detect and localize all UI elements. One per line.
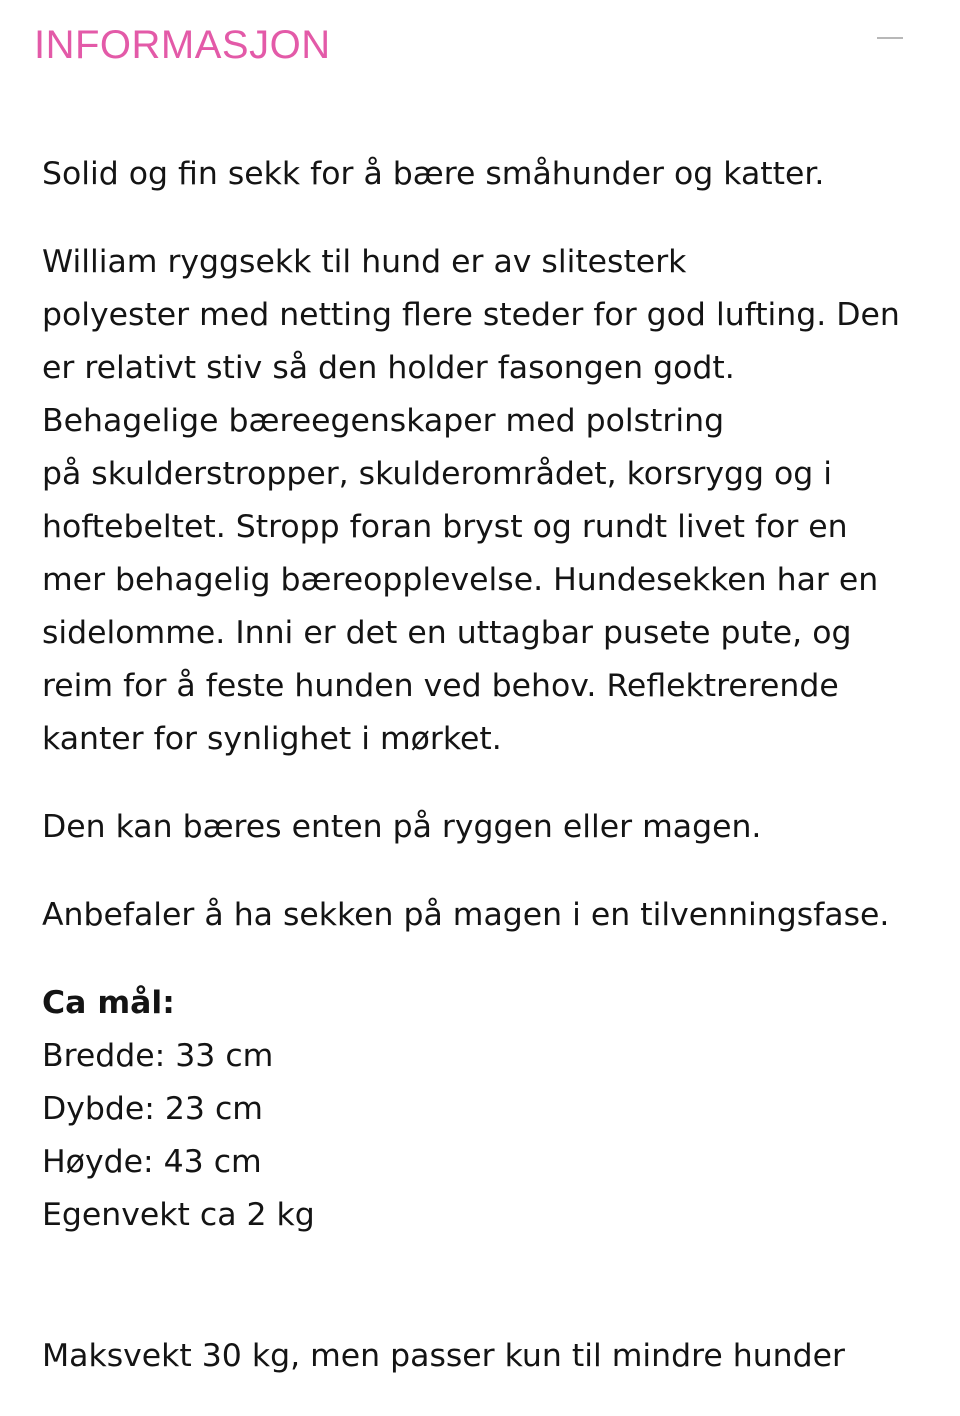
description-line: reim for å feste hunden ved behov. Reflektrerende — [42, 668, 839, 704]
description-paragraph — [42, 236, 942, 766]
carry-text: Den kan bæres enten på ryggen eller magen. — [42, 809, 762, 845]
description-line: er relativt stiv så den holder fasongen godt. — [42, 350, 735, 386]
dimension-item: Bredde: 33 cm — [42, 1038, 274, 1074]
description-line: hoftebeltet. Stropp foran bryst og rundt livet for en — [42, 509, 848, 545]
description-line: kanter for synlighet i mørket. — [42, 721, 502, 757]
description-line: sidelomme. Inni er det en uttagbar pusete pute, og — [42, 615, 852, 651]
section-title: INFORMASJON — [34, 23, 331, 67]
dimensions-block — [42, 977, 942, 1242]
description-line: mer behagelig bæreopplevelse. Hundesekken har en — [42, 562, 879, 598]
description-line: William ryggsekk til hund er av slitesterk — [42, 244, 687, 280]
max-weight-text: Maksvekt 30 kg, men passer kun til mindre hunder — [42, 1338, 845, 1374]
description-line: på skulderstropper, skulderområdet, korsrygg og i — [42, 456, 833, 492]
dimension-item: Egenvekt ca 2 kg — [42, 1197, 315, 1233]
dimensions-heading: Ca mål: — [42, 985, 175, 1021]
description-line: polyester med netting flere steder for god lufting. Den — [42, 297, 900, 333]
dimension-item: Dybde: 23 cm — [42, 1091, 263, 1127]
recommend-text: Anbefaler å ha sekken på magen i en tilvenningsfase. — [42, 897, 890, 933]
minus-icon — [877, 37, 903, 39]
dimension-item: Høyde: 43 cm — [42, 1144, 262, 1180]
description-line: Behagelige bæreegenskaper med polstring — [42, 403, 725, 439]
product-description — [42, 148, 942, 1383]
accordion-header[interactable] — [0, 0, 960, 90]
collapse-toggle-button[interactable] — [868, 22, 912, 54]
intro-text: Solid og fin sekk for å bære småhunder og katter. — [42, 156, 825, 192]
